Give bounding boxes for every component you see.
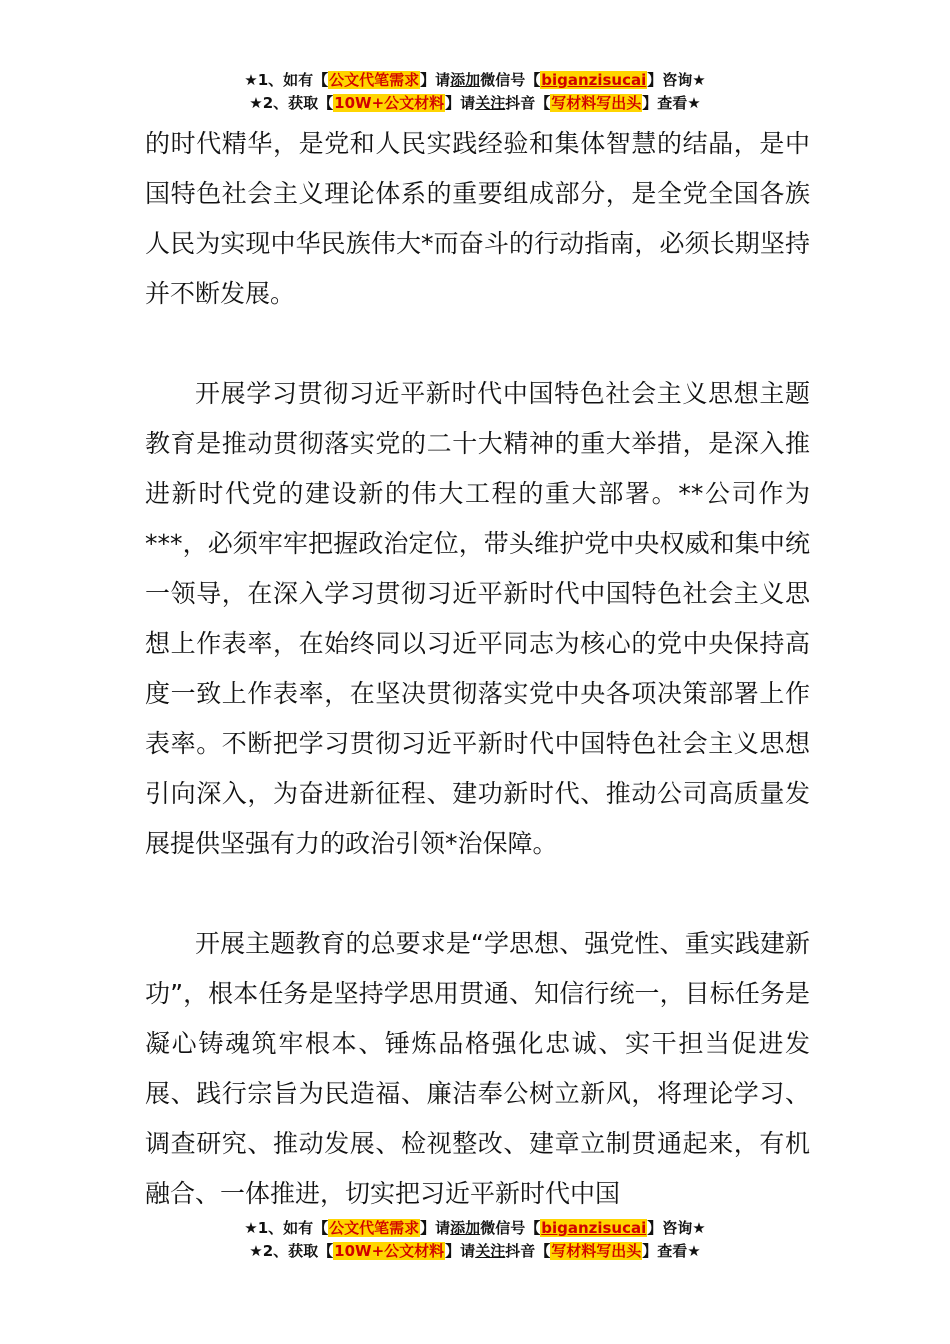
highlight-wechat-id: biganzisucai	[541, 71, 647, 89]
banner-line-2	[0, 1240, 950, 1263]
star-icon: ★	[692, 71, 706, 89]
star-icon: ★	[244, 71, 258, 89]
banner-text: 抖音【	[505, 94, 551, 112]
banner-text-underlined: 关注	[475, 94, 506, 112]
header-banner	[0, 69, 950, 115]
paragraph-3: 开展主题教育的总要求是“学思想、强党性、重实践建新功”，根本任务是坚持学思用贯通、知信行统一，目标任务是凝心铸魂筑牢根本、锤炼品格强化忠诚、实干担当促进发展、践行宗旨为民造福、廉洁奉公树立新风，将理论学习、调查研究、推动发展、检视整改、建章立制贯通起来，有机融合、一体推进，切实把习近平新时代中国	[145, 929, 810, 1208]
footer-banner	[0, 1217, 950, 1263]
banner-line-1	[0, 1217, 950, 1240]
highlight-materials: 10W+公文材料	[334, 94, 445, 112]
highlight-materials: 10W+公文材料	[334, 1242, 445, 1260]
highlight-service: 公文代笔需求	[329, 1219, 420, 1237]
banner-text: 】请	[420, 71, 451, 89]
star-icon: ★	[687, 94, 701, 112]
highlight-douyin-account: 写材料写出头	[551, 94, 642, 112]
paragraph-1: 的时代精华，是党和人民实践经验和集体智慧的结晶，是中国特色社会主义理论体系的重要组成部分，是全党全国各族人民为实现中华民族伟大*而奋斗的行动指南，必须长期坚持并不断发展。	[145, 129, 810, 308]
banner-text: 抖音【	[505, 1242, 551, 1260]
banner-text: 】请	[445, 1242, 476, 1260]
paragraph-2: 开展学习贯彻习近平新时代中国特色社会主义思想主题教育是推动贯彻落实党的二十大精神的重大举措，是深入推进新时代党的建设新的伟大工程的重大部署。**公司作为***，必须牢牢把握政治定位，带头维护党中央权威和集中统一领导，在深入学习贯彻习近平新时代中国特色社会主义思想上作表率，在始终同以习近平同志为核心的党中央保持高度一致上作表率，在坚决贯彻落实党中央各项决策部署上作表率。不断把学习贯彻习近平新时代中国特色社会主义思想引向深入，为奋进新征程、建功新时代、推动公司高质量发展提供坚强有力的政治引领*治保障。	[145, 379, 810, 858]
star-icon: ★	[687, 1242, 701, 1260]
highlight-wechat-id: biganzisucai	[541, 1219, 647, 1237]
banner-text: 2、获取【	[262, 1242, 334, 1260]
highlight-douyin-account: 写材料写出头	[551, 1242, 642, 1260]
banner-line-2	[0, 92, 950, 115]
banner-text: 】咨询	[647, 71, 693, 89]
banner-text: 微信号【	[480, 1219, 541, 1237]
banner-text: 2、获取【	[262, 94, 334, 112]
star-icon: ★	[692, 1219, 706, 1237]
banner-text: 】查看	[642, 1242, 688, 1260]
star-icon: ★	[244, 1219, 258, 1237]
banner-text-underlined: 关注	[475, 1242, 506, 1260]
banner-text: 微信号【	[480, 71, 541, 89]
star-icon: ★	[249, 1242, 263, 1260]
banner-text: 1、如有【	[257, 71, 329, 89]
highlight-service: 公文代笔需求	[329, 71, 420, 89]
star-icon: ★	[249, 94, 263, 112]
banner-text: 】咨询	[647, 1219, 693, 1237]
banner-text: 】请	[420, 1219, 451, 1237]
banner-text-underlined: 添加	[450, 1219, 481, 1237]
document-body	[145, 119, 810, 1219]
banner-line-1	[0, 69, 950, 92]
banner-text: 】请	[445, 94, 476, 112]
banner-text: 】查看	[642, 94, 688, 112]
banner-text: 1、如有【	[257, 1219, 329, 1237]
banner-text-underlined: 添加	[450, 71, 481, 89]
